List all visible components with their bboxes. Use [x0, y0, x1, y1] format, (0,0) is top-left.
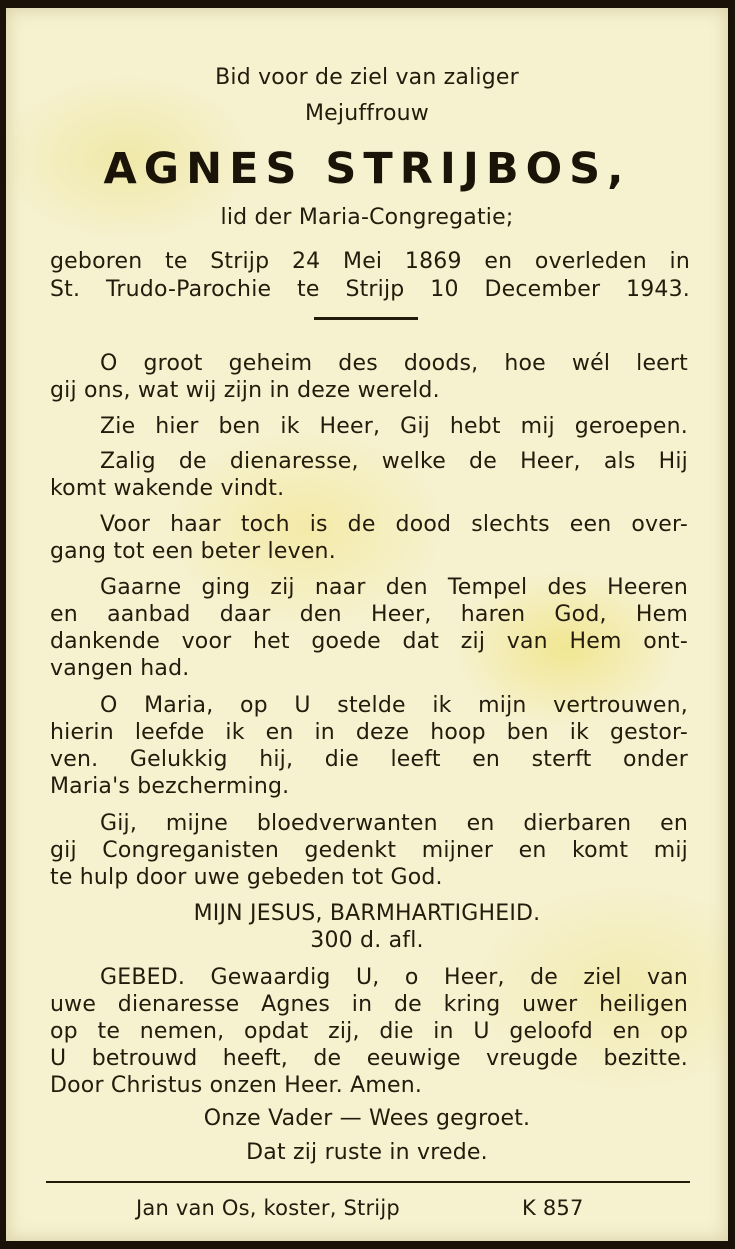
paragraph-line: vangen had.: [50, 656, 190, 681]
prayer-line: U betrouwd heeft, de eeuwige vreugde bezitte.: [50, 1046, 688, 1071]
paragraph-line: Voor haar toch is de dood slechts een over-: [100, 512, 688, 537]
paragraph-line: Gaarne ging zij naar den Tempel des Heeren: [100, 575, 688, 600]
paragraph-line: Zie hier ben ik Heer, Gij hebt mij geroepen.: [100, 414, 688, 439]
prayer-line: GEBED. Gewaardig U, o Heer, de ziel van: [100, 965, 688, 990]
paragraph-line: O Maria, op U stelde ik mijn vertrouwen,: [100, 693, 688, 718]
paragraph-line: gang tot een beter leven.: [50, 539, 336, 564]
paragraph-line: en aanbad daar den Heer, haren God, Hem: [50, 602, 688, 627]
birth-line: geboren te Strijp 24 Mei 1869 en overleden in: [50, 249, 690, 274]
invocation: MIJN JESUS, BARMHARTIGHEID.: [193, 901, 541, 926]
paragraph-line: Gij, mijne bloedverwanten en dierbaren en: [100, 811, 688, 836]
paragraph-line: ven. Gelukkig hij, die leeft en sterft onder: [50, 747, 688, 772]
rest-in-peace: Dat zij ruste in vrede.: [246, 1140, 488, 1165]
memorial-card: [6, 8, 728, 1241]
paragraph-line: te hulp door uwe gebeden tot God.: [50, 865, 443, 890]
paragraph-line: O groot geheim des doods, hoe wél leert: [100, 351, 688, 376]
footer-rule: [46, 1181, 690, 1183]
paragraph-line: gij Congreganisten gedenkt mijner en komt mij: [50, 838, 688, 863]
ornament-rule: [314, 317, 418, 320]
paragraph-line: gij ons, wat wij zijn in deze wereld.: [50, 378, 440, 403]
death-line: St. Trudo-Parochie te Strijp 10 December 1943.: [50, 277, 690, 302]
paragraph-line: dankende voor het goede dat zij van Hem ont-: [50, 629, 688, 654]
paragraph-line: Maria's bezcherming.: [50, 774, 290, 799]
paragraph-line: komt wakende vindt.: [50, 476, 285, 501]
paragraph-line: Zalig de dienaresse, welke de Heer, als Hij: [100, 449, 688, 474]
prayer-line: Door Christus onzen Heer. Amen.: [50, 1073, 423, 1098]
honorific: Mejuffrouw: [304, 101, 430, 126]
prayer-line: uwe dienaresse Agnes in de kring uwer heiligen: [50, 992, 688, 1017]
membership-line: lid der Maria-Congregatie;: [220, 205, 514, 230]
paragraph-line: hierin leefde ik en in deze hoop ben ik gestor-: [50, 720, 688, 745]
print-code: K 857: [522, 1196, 584, 1220]
printer-credit: Jan van Os, koster, Strijp: [136, 1196, 400, 1220]
indulgence: 300 d. afl.: [310, 928, 424, 953]
closing-prayers: Onze Vader — Wees gegroet.: [203, 1106, 531, 1131]
intro-line: Bid voor de ziel van zaliger: [215, 65, 519, 90]
prayer-line: op te nemen, opdat zij, die in U geloofd en op: [50, 1019, 688, 1044]
deceased-name: AGNES STRIJBOS,: [103, 144, 631, 194]
